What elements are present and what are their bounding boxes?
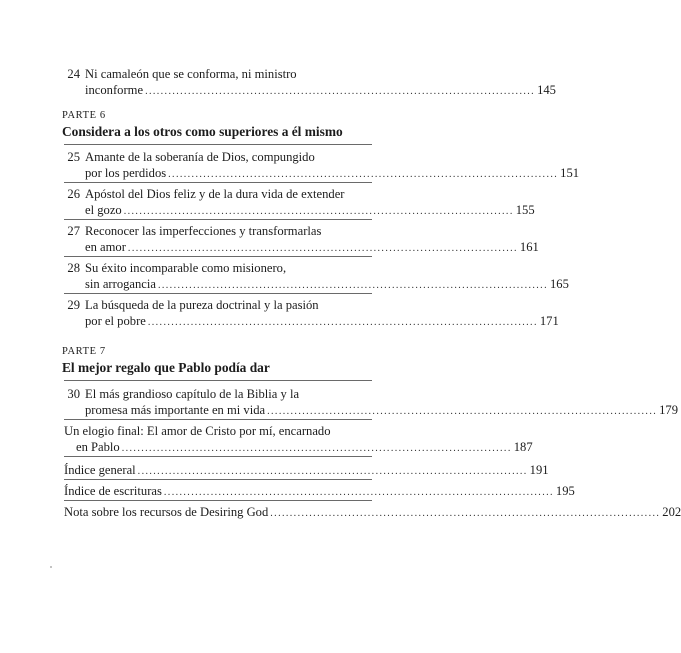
part-7-label: PARTE 7 — [62, 346, 106, 357]
chapter-title-line2: por los perdidos — [85, 166, 167, 180]
divider — [64, 419, 372, 420]
chapter-number: 25 — [67, 150, 80, 164]
toc-entry-25[interactable] — [64, 149, 580, 183]
chapter-title-line1: Reconocer las imperfecciones y transformarlas — [85, 224, 322, 238]
chapter-title-line2: en amor — [85, 240, 126, 254]
page-number: 165 — [549, 277, 569, 291]
page-number: 155 — [515, 203, 535, 217]
chapter-title-line2: el gozo — [85, 203, 122, 217]
page-number: 151 — [560, 166, 580, 180]
chapter-title-line1: Un elogio final: El amor de Cristo por mí, encarnado — [64, 424, 331, 438]
divider — [64, 256, 372, 257]
toc-entry-nota-recursos[interactable] — [64, 504, 681, 522]
page-number: 195 — [555, 484, 575, 498]
toc-entry-29[interactable] — [64, 297, 559, 331]
back-matter-title: Índice general — [64, 463, 136, 477]
chapter-number: 27 — [67, 224, 80, 238]
dot-leader: .................................................................................................... — [267, 406, 658, 417]
dot-leader: .................................................................................................... — [123, 206, 514, 217]
dot-leader: .................................................................................................... — [127, 243, 518, 254]
chapter-number: 26 — [67, 187, 80, 201]
part-6-label: PARTE 6 — [62, 110, 106, 121]
toc-entry-24[interactable] — [64, 66, 556, 100]
chapter-title-line1: Amante de la soberanía de Dios, compungido — [85, 150, 315, 164]
chapter-title-line1: Apóstol del Dios feliz y de la dura vida de extender — [85, 187, 345, 201]
toc-entry-indice-general[interactable] — [64, 462, 549, 480]
dot-leader: .................................................................................................... — [121, 443, 512, 454]
divider — [64, 182, 372, 183]
dot-leader: .................................................................................................... — [270, 508, 661, 519]
dot-leader: .................................................................................................... — [163, 487, 554, 498]
chapter-title-line1: El más grandioso capítulo de la Biblia y la — [85, 387, 300, 401]
scan-speck — [50, 566, 52, 568]
divider — [64, 219, 372, 220]
dot-leader: .................................................................................................... — [157, 280, 548, 291]
chapter-title-line2: por el pobre — [85, 314, 146, 328]
toc-entry-30[interactable] — [64, 386, 679, 420]
back-matter-title: Índice de escrituras — [64, 484, 162, 498]
dot-leader: .................................................................................................... — [137, 466, 528, 477]
chapter-title-line1: La búsqueda de la pureza doctrinal y la pasión — [85, 298, 319, 312]
chapter-title-line2: promesa más importante en mi vida — [85, 403, 266, 417]
toc-entry-indice-escrituras[interactable] — [64, 483, 575, 501]
chapter-title-line2: en Pablo — [76, 440, 120, 454]
divider — [64, 380, 372, 381]
dot-leader: .................................................................................................... — [145, 86, 536, 97]
divider — [64, 144, 372, 145]
page-number: 179 — [659, 403, 679, 417]
chapter-number: 24 — [67, 67, 80, 81]
divider — [64, 293, 372, 294]
chapter-title-line2: sin arrogancia — [85, 277, 156, 291]
dot-leader: .................................................................................................... — [147, 317, 538, 328]
part-7-title: El mejor regalo que Pablo podía dar — [62, 360, 270, 375]
chapter-title-line1: Ni camaleón que se conforma, ni ministro — [85, 67, 297, 81]
page-number: 202 — [662, 505, 681, 519]
chapter-number: 29 — [67, 298, 80, 312]
divider — [64, 500, 372, 501]
toc-entry-elogio[interactable] — [64, 423, 533, 457]
page-number: 145 — [537, 83, 556, 97]
chapter-number: 30 — [67, 387, 80, 401]
part-6-title: Considera a los otros como superiores a él mismo — [62, 124, 343, 139]
chapter-number: 28 — [67, 261, 80, 275]
back-matter-title: Nota sobre los recursos de Desiring God — [64, 505, 269, 519]
page-number: 187 — [513, 440, 533, 454]
divider — [64, 456, 372, 457]
chapter-title-line1: Su éxito incomparable como misionero, — [85, 261, 287, 275]
page-number: 191 — [529, 463, 549, 477]
toc-entry-26[interactable] — [64, 186, 535, 220]
divider — [64, 479, 372, 480]
toc-entry-28[interactable] — [64, 260, 569, 294]
dot-leader: .................................................................................................... — [168, 169, 559, 180]
toc-entry-27[interactable] — [64, 223, 539, 257]
page-number: 161 — [519, 240, 539, 254]
page-number: 171 — [539, 314, 559, 328]
chapter-title-line2: inconforme — [85, 83, 144, 97]
